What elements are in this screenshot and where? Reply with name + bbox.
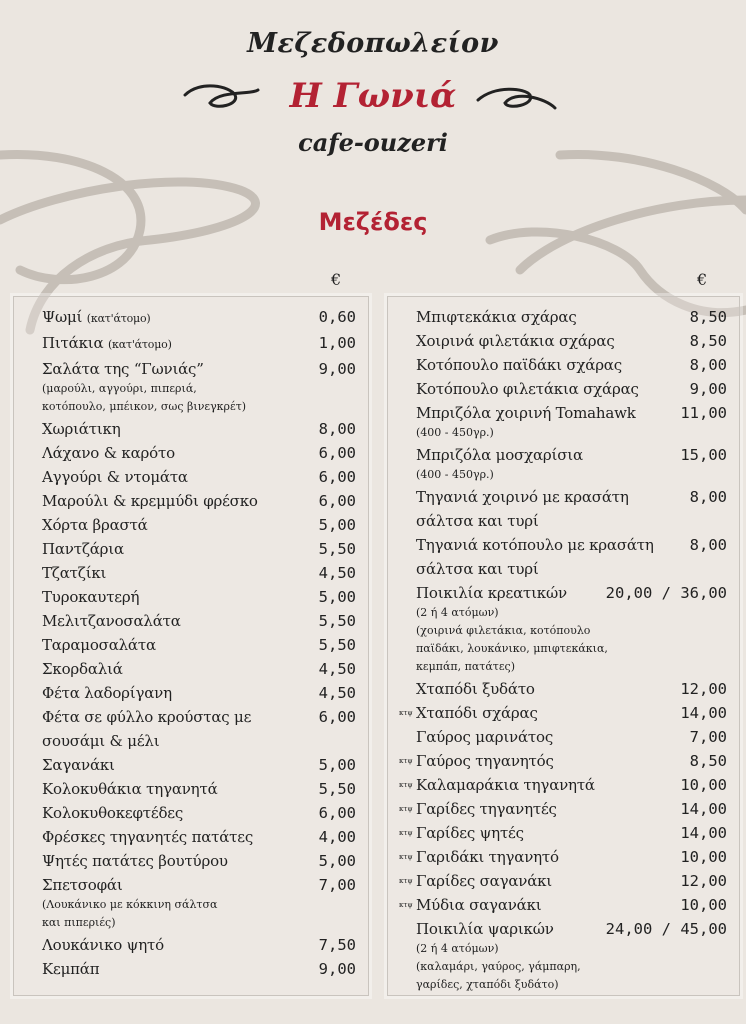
- menu-item-price: 10,00: [680, 896, 727, 914]
- menu-item-name: [42, 441, 356, 465]
- menu-item-note: (2 ή 4 ατόμων): [416, 606, 499, 619]
- menu-item: [402, 917, 727, 995]
- menu-item: [42, 417, 356, 441]
- menu-item-inline-note: (κατ'άτομο): [86, 312, 151, 325]
- menu-item-price: 8,00: [318, 420, 356, 438]
- menu-item-name: [416, 533, 727, 581]
- menu-item: [42, 957, 356, 981]
- menu-item-note: (καλαμάρι, γαύρος, γάμπαρη,: [416, 960, 581, 973]
- frozen-mark: κτψ: [399, 901, 413, 909]
- menu-item-price: 8,50: [689, 332, 727, 350]
- menu-item-price: 4,50: [318, 564, 356, 582]
- menu-item: [42, 513, 356, 537]
- menu-item-price: 5,00: [318, 516, 356, 534]
- menu-item-name: [416, 329, 727, 353]
- menu-item-label: Κεμπάπ: [42, 960, 100, 978]
- menu-item: [42, 753, 356, 777]
- menu-item-name: [42, 753, 356, 777]
- menu-item: [399, 869, 727, 893]
- menu-item-name: [416, 485, 727, 533]
- menu-item-inline-note: (κατ'άτομο): [107, 338, 172, 351]
- menu-item-label: Μελιτζανοσαλάτα: [42, 612, 181, 630]
- menu-item: [42, 489, 356, 513]
- menu-item: [399, 893, 727, 917]
- menu-item: [42, 561, 356, 585]
- menu-item: [402, 677, 727, 701]
- menu-item-name: [416, 305, 727, 329]
- menu-item: [42, 609, 356, 633]
- menu-item-label: Χταπόδι σχάρας: [416, 704, 538, 722]
- menu-item: [42, 585, 356, 609]
- menu-item: [402, 305, 727, 329]
- menu-item-price: 12,00: [680, 680, 727, 698]
- menu-item-label: Κολοκυθοκεφτέδες: [42, 804, 184, 822]
- menu-item: [42, 465, 356, 489]
- menu-item-label: Μαρούλι & κρεμμύδι φρέσκο: [42, 492, 258, 510]
- section-title: Μεζέδες: [318, 208, 428, 236]
- menu-item: [42, 849, 356, 873]
- menu-item-name: [42, 357, 356, 381]
- menu-item-label: Ταραμοσαλάτα: [42, 636, 156, 654]
- menu-item-price: 8,00: [689, 488, 727, 506]
- menu-item: [402, 401, 727, 443]
- menu-item: [402, 533, 727, 581]
- menu-item-name: [42, 933, 356, 957]
- menu-item-price: 5,50: [318, 540, 356, 558]
- menu-item-name: [42, 825, 356, 849]
- frozen-mark: κτψ: [399, 805, 413, 813]
- menu-item-price: 9,00: [318, 960, 356, 978]
- menu-item-name: [416, 725, 727, 749]
- menu-item-name: [42, 609, 356, 633]
- menu-item-price: 5,00: [318, 588, 356, 606]
- menu-item: [42, 933, 356, 957]
- menu-item-label: Σαλάτα της “Γωνιάς”: [42, 360, 204, 378]
- menu-item-label: Σπετσοφάι: [42, 876, 123, 894]
- menu-item: [42, 633, 356, 657]
- menu-item: [42, 801, 356, 825]
- menu-item-note: παϊδάκι, λουκάνικο, μπιφτεκάκια,: [416, 642, 608, 655]
- menu-item-name: [42, 561, 356, 585]
- menu-item-name: [42, 657, 356, 681]
- menu-item-label: Σκορδαλιά: [42, 660, 123, 678]
- menu-item: [42, 305, 356, 331]
- menu-item-price: 5,50: [318, 780, 356, 798]
- menu-item-price: 7,00: [689, 728, 727, 746]
- menu-item-label: Ποικιλία κρεατικών: [416, 584, 567, 602]
- menu-item-note: (χοιρινά φιλετάκια, κοτόπουλο: [416, 624, 591, 637]
- subtitle-top: Μεζεδοπωλείον: [247, 28, 499, 59]
- subtitle-bottom: cafe-ouzeri: [298, 128, 448, 157]
- frozen-mark: κτψ: [399, 781, 413, 789]
- menu-item-price: 0,60: [318, 308, 356, 326]
- menu-item-price: 8,50: [689, 752, 727, 770]
- menu-item-note: (2 ή 4 ατόμων): [416, 942, 499, 955]
- menu-item-label: Φρέσκες τηγανητές πατάτες: [42, 828, 254, 846]
- menu-item: [402, 485, 727, 533]
- menu-item: [399, 797, 727, 821]
- menu-item-label: Γαρίδες τηγανητές: [416, 800, 557, 818]
- menu-item-price: 5,00: [318, 852, 356, 870]
- menu-item: [402, 329, 727, 353]
- menu-item-label: Φέτα λαδορίγανη: [42, 684, 172, 702]
- menu-item-label: Γαριδάκι τηγανητό: [416, 848, 559, 866]
- frozen-mark: κτψ: [399, 877, 413, 885]
- menu-item-name: [42, 849, 356, 873]
- menu-item: [402, 581, 727, 677]
- menu-item-label: Γαρίδες ψητές: [416, 824, 524, 842]
- menu-item-label: Κολοκυθάκια τηγανητά: [42, 780, 218, 798]
- menu-item-name: [42, 777, 356, 801]
- frozen-mark: κτψ: [399, 709, 413, 717]
- menu-item-label: Χταπόδι ξυδάτο: [416, 680, 535, 698]
- menu-item-label: Μύδια σαγανάκι: [416, 896, 542, 914]
- menu-item-name: [42, 331, 356, 357]
- menu-item-price: 10,00: [680, 848, 727, 866]
- menu-item-price: 14,00: [680, 704, 727, 722]
- menu-item-label: Χόρτα βραστά: [42, 516, 148, 534]
- menu-item-name: [42, 513, 356, 537]
- menu-item-label: Γαύρος τηγανητός: [416, 752, 554, 770]
- menu-item-name: [42, 957, 356, 981]
- frozen-mark: κτψ: [399, 853, 413, 861]
- menu-item: [42, 681, 356, 705]
- menu-item-price: 4,50: [318, 684, 356, 702]
- menu-item-note: (μαρούλι, αγγούρι, πιπεριά,: [42, 382, 197, 395]
- menu-item: [42, 657, 356, 681]
- menu-item-price: 5,50: [318, 636, 356, 654]
- menu-item-price: 6,00: [318, 804, 356, 822]
- menu-item-price: 5,50: [318, 612, 356, 630]
- menu-item-price: 9,00: [689, 380, 727, 398]
- frozen-mark: κτψ: [399, 829, 413, 837]
- menu-item-name: [42, 465, 356, 489]
- menu-item-price: 14,00: [680, 824, 727, 842]
- menu-item-note: (400 - 450γρ.): [416, 468, 494, 481]
- menu-item: [399, 773, 727, 797]
- menu-item-label: Γαύρος μαρινάτος: [416, 728, 554, 746]
- menu-item-note: (400 - 450γρ.): [416, 426, 494, 439]
- menu-item-label: Μπιφτεκάκια σχάρας: [416, 308, 577, 326]
- menu-item-name: [42, 537, 356, 561]
- menu-item: [399, 821, 727, 845]
- menu-item-label: Παντζάρια: [42, 540, 124, 558]
- menu-item-label: Τυροκαυτερή: [42, 588, 140, 606]
- menu-item-label: Χοιρινά φιλετάκια σχάρας: [416, 332, 615, 350]
- menu-item: [42, 537, 356, 561]
- menu-item-price: 6,00: [318, 468, 356, 486]
- menu-item-label: Τηγανιά κοτόπουλο με κρασάτη σάλτσα και τυρί: [416, 536, 654, 578]
- menu-item-label: Κοτόπουλο παϊδάκι σχάρας: [416, 356, 622, 374]
- menu-item-name: [42, 489, 356, 513]
- menu-item-note: (Λουκάνικο με κόκκινη σάλτσα: [42, 898, 218, 911]
- menu-item-price: 4,00: [318, 828, 356, 846]
- menu-item-price: 15,00: [680, 446, 727, 464]
- menu-item-price: 9,00: [318, 360, 356, 378]
- menu-item-name: [416, 377, 727, 401]
- menu-item-name: [416, 749, 727, 773]
- menu-item-label: Κοτόπουλο φιλετάκια σχάρας: [416, 380, 639, 398]
- menu-item-name: [42, 801, 356, 825]
- currency-label-left: €: [331, 270, 342, 289]
- menu-item-price: 4,50: [318, 660, 356, 678]
- menu-item-name: [42, 633, 356, 657]
- menu-item-price: 7,00: [318, 876, 356, 894]
- menu-item: [402, 725, 727, 749]
- menu-item-label: Μπριζόλα χοιρινή Tomahawk: [416, 404, 636, 422]
- menu-item-note: και πιπεριές): [42, 916, 116, 929]
- currency-label-right: €: [697, 270, 708, 289]
- menu-item-label: Γαρίδες σαγανάκι: [416, 872, 552, 890]
- menu-item-name: [416, 353, 727, 377]
- menu-item-label: Ψητές πατάτες βουτύρου: [42, 852, 228, 870]
- left-menu-panel: [13, 296, 369, 996]
- menu-item: [42, 777, 356, 801]
- menu-item-label: Πιτάκια: [42, 334, 104, 352]
- menu-item-name: [42, 417, 356, 441]
- menu-item-label: Τηγανιά χοιρινό με κρασάτη σάλτσα και τυρί: [416, 488, 629, 530]
- right-menu-panel: [387, 296, 740, 996]
- menu-item-name: [42, 873, 356, 897]
- brand-logo: Η Γωνιά: [289, 76, 457, 116]
- menu-item-price: 11,00: [680, 404, 727, 422]
- frozen-mark: κτψ: [399, 757, 413, 765]
- menu-item-price: 12,00: [680, 872, 727, 890]
- menu-item: [399, 749, 727, 773]
- menu-item-price: 6,00: [318, 444, 356, 462]
- menu-item: [402, 353, 727, 377]
- menu-item: [399, 701, 727, 725]
- menu-item-label: Χωριάτικη: [42, 420, 121, 438]
- menu-item-note: κοτόπουλο, μπέικον, σως βινεγκρέτ): [42, 400, 247, 413]
- menu-item-price: 6,00: [318, 492, 356, 510]
- menu-item-price: 10,00: [680, 776, 727, 794]
- menu-item-label: Τζατζίκι: [42, 564, 107, 582]
- menu-item: [402, 377, 727, 401]
- menu-item-name: [42, 585, 356, 609]
- menu-item-price: 8,00: [689, 356, 727, 374]
- menu-item-price: 1,00: [318, 334, 356, 352]
- menu-item-name: [42, 681, 356, 705]
- menu-item-price: 5,00: [318, 756, 356, 774]
- menu-item-label: Σαγανάκι: [42, 756, 115, 774]
- menu-item: [399, 845, 727, 869]
- menu-item-price: 8,00: [689, 536, 727, 554]
- menu-item-note: γαρίδες, χταπόδι ξυδάτο): [416, 978, 559, 991]
- menu-item-label: Λουκάνικο ψητό: [42, 936, 164, 954]
- menu-item-label: Ποικιλία ψαρικών: [416, 920, 554, 938]
- menu-item: [402, 443, 727, 485]
- menu-item-price: 24,00 / 45,00: [605, 920, 727, 938]
- menu-item: [42, 705, 356, 753]
- menu-item-price: 20,00 / 36,00: [605, 584, 727, 602]
- menu-item-label: Μπριζόλα μοσχαρίσια: [416, 446, 583, 464]
- menu-item-label: Αγγούρι & ντομάτα: [42, 468, 188, 486]
- menu-item: [42, 825, 356, 849]
- menu-item-price: 8,50: [689, 308, 727, 326]
- menu-item-label: Καλαμαράκια τηγανητά: [416, 776, 595, 794]
- menu-item-note: κεμπάπ, πατάτες): [416, 660, 516, 673]
- menu-item-label: Ψωμί: [42, 308, 83, 326]
- menu-item: [42, 873, 356, 933]
- menu-item-label: Λάχανο & καρότο: [42, 444, 175, 462]
- menu-item-price: 7,50: [318, 936, 356, 954]
- menu-item: [42, 331, 356, 357]
- menu-item-label: Φέτα σε φύλλο κρούστας με σουσάμι & μέλι: [42, 708, 252, 750]
- menu-item-price: 14,00: [680, 800, 727, 818]
- menu-item-name: [42, 305, 356, 331]
- menu-item-price: 6,00: [318, 708, 356, 726]
- menu-item-name: [42, 705, 356, 753]
- menu-item: [42, 357, 356, 417]
- menu-item: [42, 441, 356, 465]
